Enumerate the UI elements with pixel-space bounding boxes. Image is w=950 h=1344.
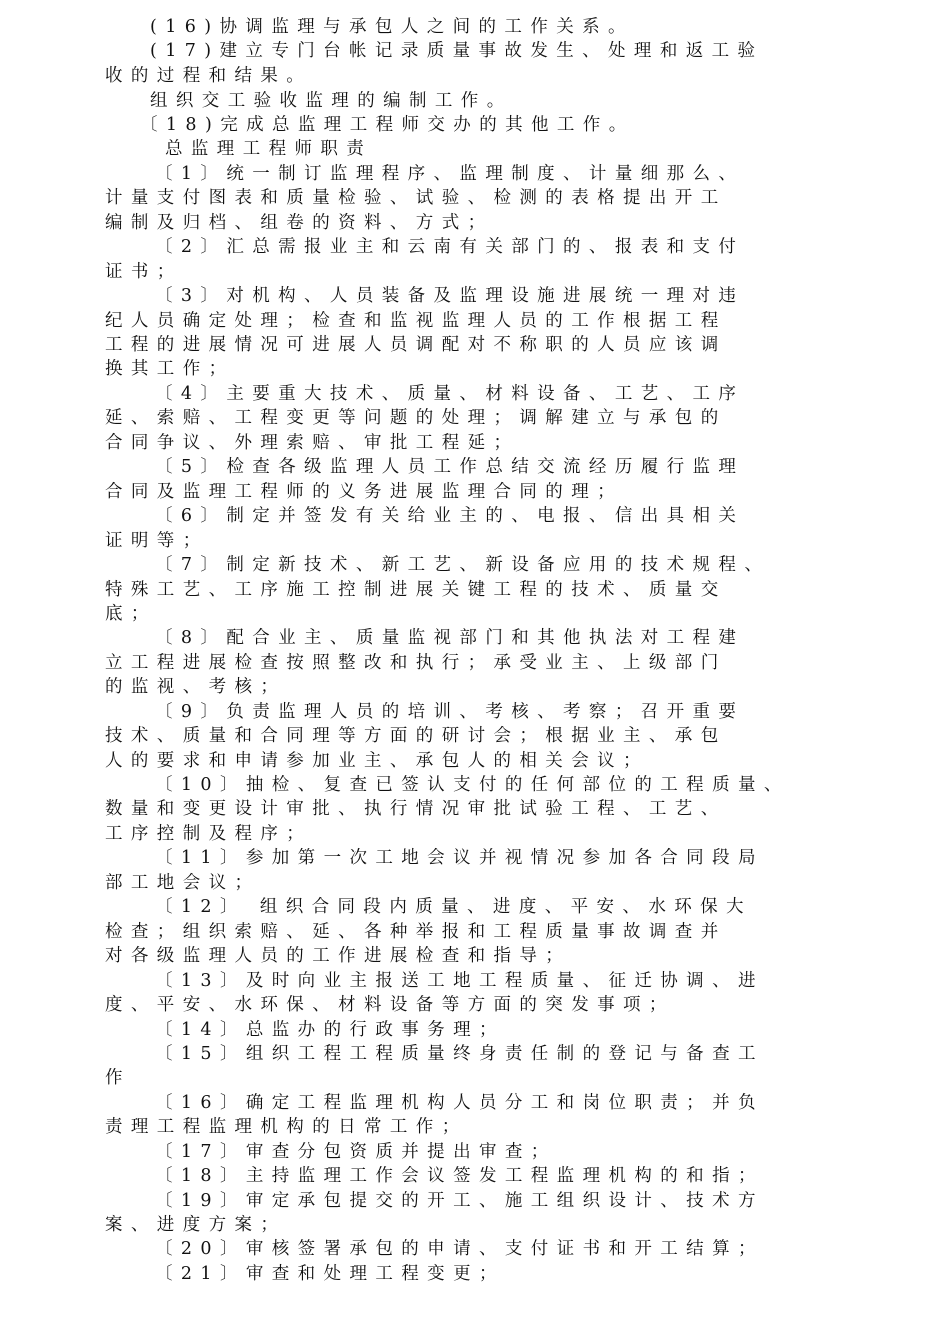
text-line: 证书； bbox=[105, 262, 183, 282]
text-line: 立工程进展检查按照整改和执行；承受业主、上级部门 bbox=[105, 653, 727, 673]
text-line: 的监视、考核； bbox=[105, 677, 287, 697]
text-line: 合同及监理工程师的义务进展监理合同的理； bbox=[105, 482, 623, 502]
text-line: 案、进度方案； bbox=[105, 1215, 287, 1235]
text-line: 工程的进展情况可进展人员调配对不称职的人员应该调 bbox=[105, 335, 727, 355]
text-line: 〔1〕统一制订监理程序、监理制度、计量细那么、 bbox=[155, 164, 745, 184]
text-line: 〔18)完成总监理工程师交办的其他工作。 bbox=[140, 115, 635, 135]
text-line: 度、平安、水环保、材料设备等方面的突发事项； bbox=[105, 995, 675, 1015]
text-line: (16)协调监理与承包人之间的工作关系。 bbox=[150, 17, 634, 37]
text-line: 〔10〕抽检、复查已签认支付的任何部位的工程质量、 bbox=[155, 775, 790, 795]
text-line: 〔9〕负责监理人员的培训、考核、考察；召开重要 bbox=[155, 702, 745, 722]
text-line: 〔2〕汇总需报业主和云南有关部门的、报表和支付 bbox=[155, 237, 745, 257]
text-line: 〔11〕参加第一次工地会议并视情况参加各合同段局 bbox=[155, 848, 764, 868]
text-line: 〔14〕总监办的行政事务理； bbox=[155, 1020, 505, 1040]
text-line: 合同争议、外理索赔、审批工程延； bbox=[105, 433, 520, 453]
text-line: 〔4〕主要重大技术、质量、材料设备、工艺、工序 bbox=[155, 384, 745, 404]
text-line: 〔15〕组织工程工程质量终身责任制的登记与备查工 bbox=[155, 1044, 764, 1064]
text-line: 编制及归档、组卷的资料、方式； bbox=[105, 213, 494, 233]
text-line: 纪人员确定处理；检查和监视监理人员的工作根据工程 bbox=[105, 311, 727, 331]
text-line: 〔17〕审查分包资质并提出审查； bbox=[155, 1142, 557, 1162]
text-line: (17)建立专门台帐记录质量事故发生、处理和返工验 bbox=[150, 41, 764, 61]
text-line: 人的要求和申请参加业主、承包人的相关会议； bbox=[105, 751, 649, 771]
text-line: 〔18〕主持监理工作会议签发工程监理机构的和指； bbox=[155, 1166, 764, 1186]
text-line: 〔13〕及时向业主报送工地工程质量、征迁协调、进 bbox=[155, 971, 764, 991]
text-line: 〔7〕制定新技术、新工艺、新设备应用的技术规程、 bbox=[155, 555, 771, 575]
text-line: 技术、质量和合同理等方面的研讨会；根据业主、承包 bbox=[105, 726, 727, 746]
text-line: 〔5〕检查各级监理人员工作总结交流经历履行监理 bbox=[155, 457, 745, 477]
text-line: 〔20〕审核签署承包的申请、支付证书和开工结算； bbox=[155, 1239, 764, 1259]
text-line: 〔19〕审定承包提交的开工、施工组织设计、技术方 bbox=[155, 1191, 764, 1211]
text-line: 数量和变更设计审批、执行情况审批试验工程、工艺、 bbox=[105, 799, 727, 819]
text-line: 底； bbox=[105, 604, 157, 624]
text-line: 延、索赔、工程变更等问题的处理；调解建立与承包的 bbox=[105, 408, 727, 428]
text-line: 〔12〕 组织合同段内质量、进度、平安、水环保大 bbox=[155, 897, 752, 917]
section-heading: 总监理工程师职责 bbox=[165, 139, 373, 159]
text-line: 组织交工验收监理的编制工作。 bbox=[150, 91, 513, 111]
text-line: 〔21〕审查和处理工程变更； bbox=[155, 1264, 505, 1284]
text-line: 作 bbox=[105, 1068, 131, 1088]
text-line: 〔3〕对机构、人员装备及监理设施进展统一理对违 bbox=[155, 286, 745, 306]
text-line: 对各级监理人员的工作进展检查和指导； bbox=[105, 946, 572, 966]
text-line: 责理工程监理机构的日常工作； bbox=[105, 1117, 468, 1137]
text-line: 〔6〕制定并签发有关给业主的、电报、信出具相关 bbox=[155, 506, 745, 526]
text-line: 工序控制及程序； bbox=[105, 824, 313, 844]
text-line: 计量支付图表和质量检验、试验、检测的表格提出开工 bbox=[105, 188, 727, 208]
text-line: 〔16〕确定工程监理机构人员分工和岗位职责；并负 bbox=[155, 1093, 764, 1113]
text-line: 证明等； bbox=[105, 531, 209, 551]
text-line: 〔8〕配合业主、质量监视部门和其他执法对工程建 bbox=[155, 628, 745, 648]
text-line: 检查；组织索赔、延、各种举报和工程质量事故调查并 bbox=[105, 922, 727, 942]
text-line: 特殊工艺、工序施工控制进展关键工程的技术、质量交 bbox=[105, 580, 727, 600]
text-line: 收的过程和结果。 bbox=[105, 66, 313, 86]
text-line: 换其工作； bbox=[105, 359, 235, 379]
text-line: 部工地会议； bbox=[105, 873, 261, 893]
